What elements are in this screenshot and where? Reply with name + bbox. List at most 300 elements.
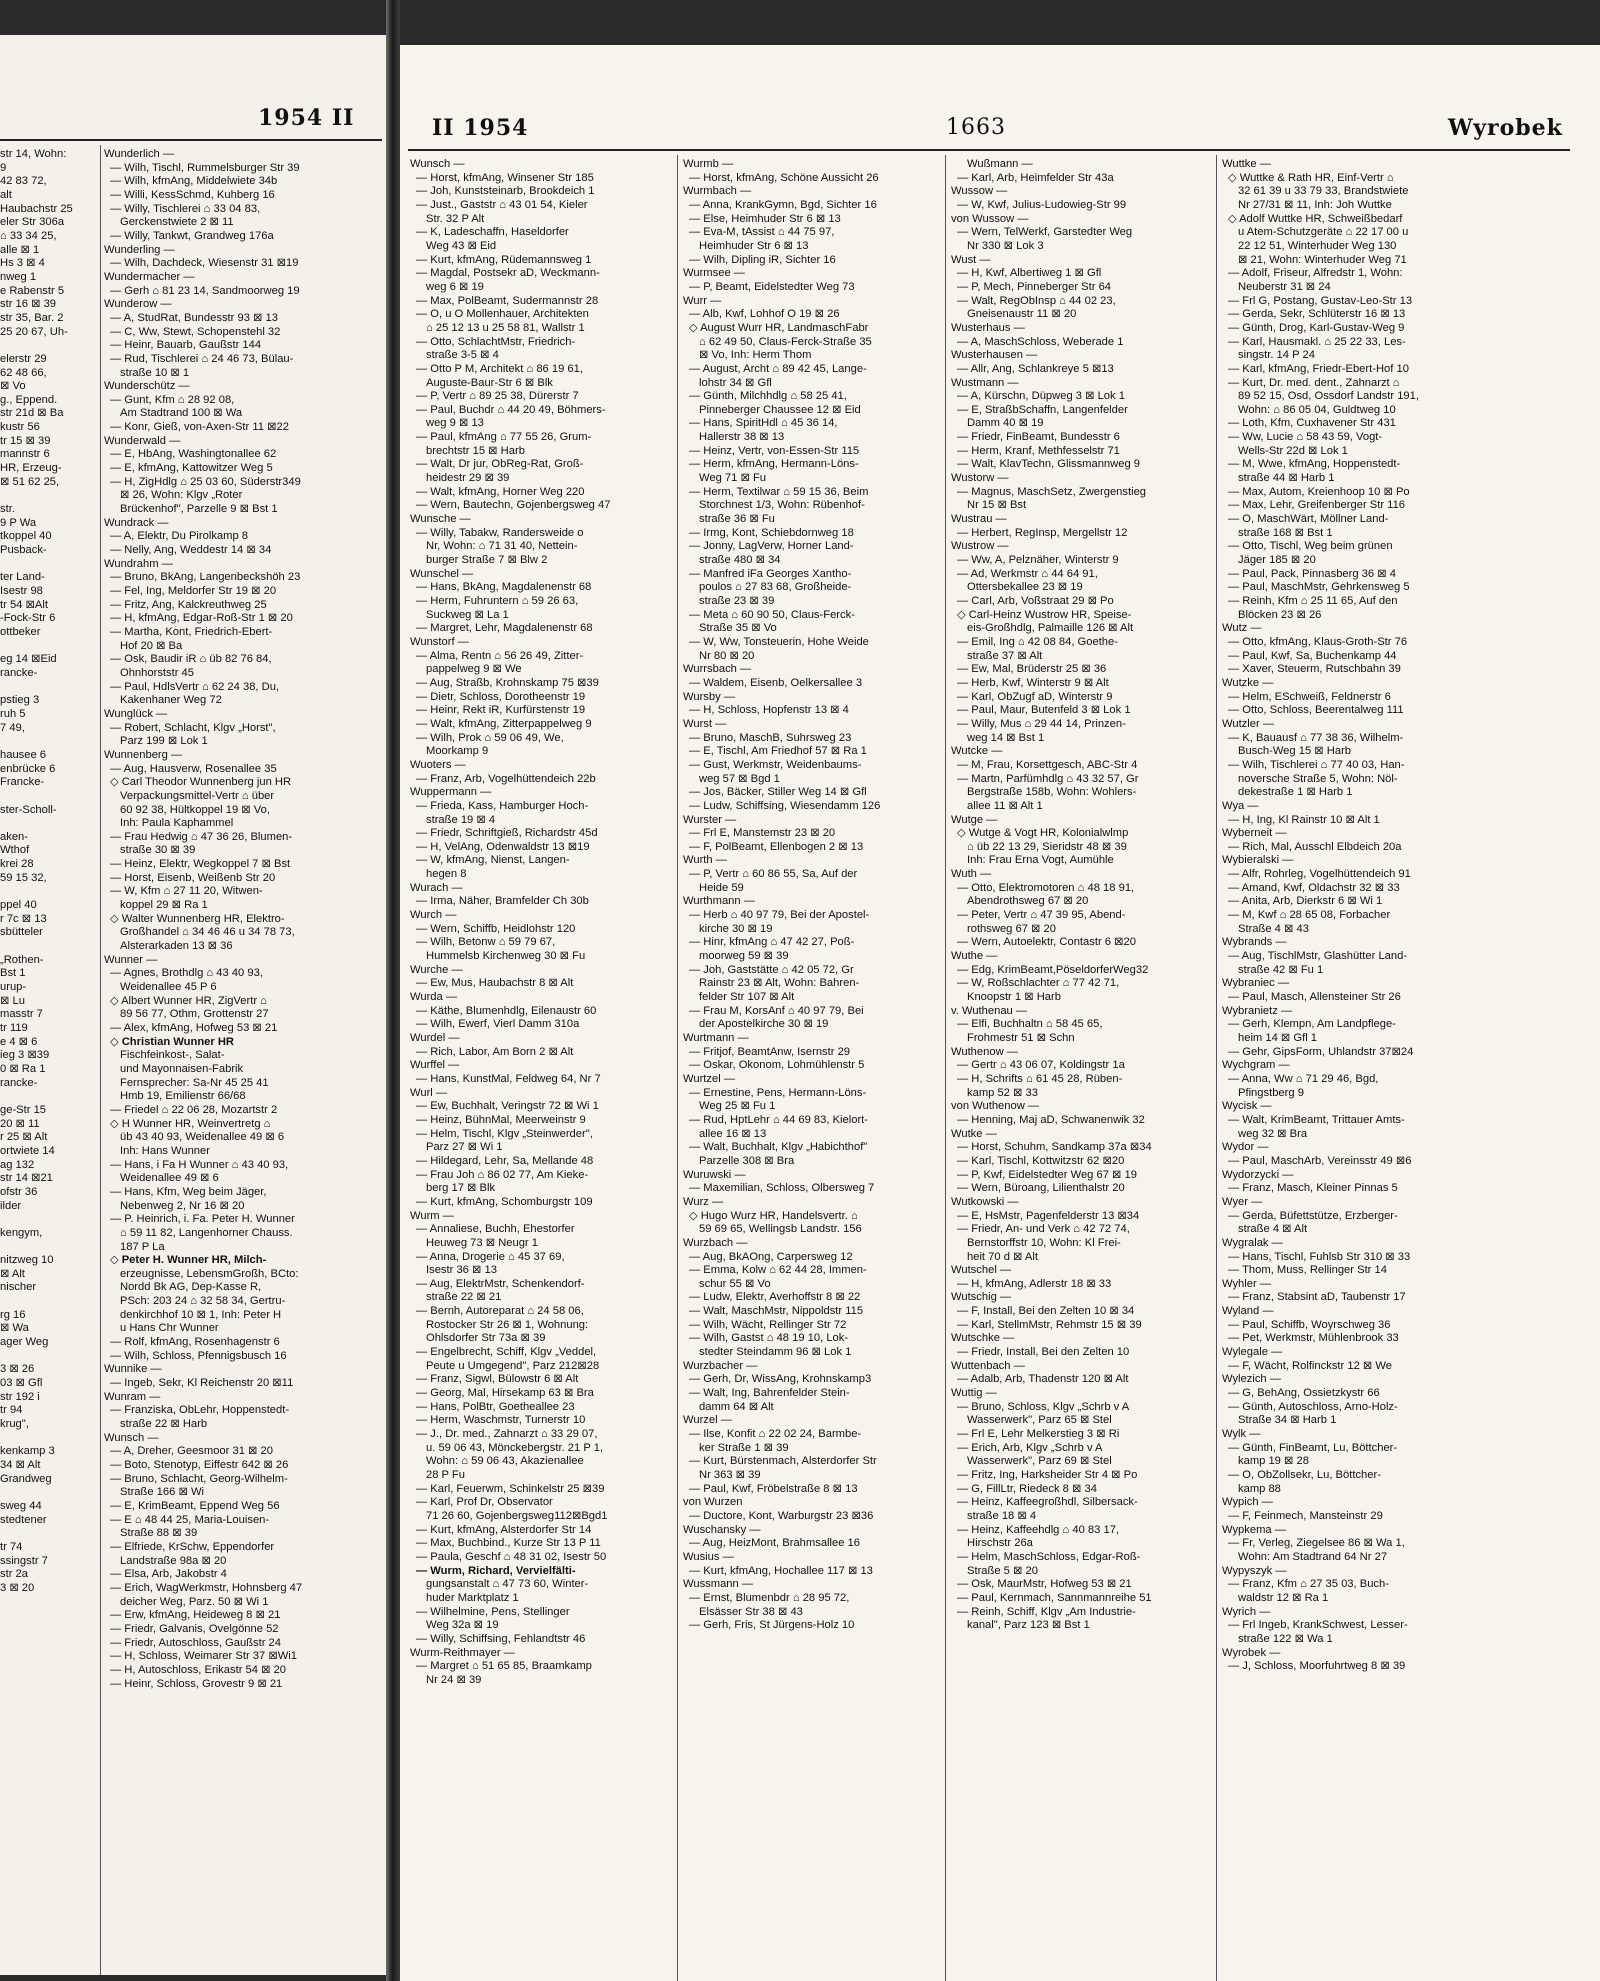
directory-line: — Gertr ⌂ 43 06 07, Koldingstr 1a: [957, 1059, 1125, 1072]
fragment-line: Pusback-: [0, 544, 47, 557]
fragment-line: 9: [0, 161, 7, 174]
directory-line: ◇ Wuttke & Rath HR, Einf-Vertr ⌂: [1228, 171, 1394, 184]
directory-line: Wuppermann —: [410, 786, 492, 799]
fragment-line: r 25 ⊠ Alt: [0, 1131, 48, 1144]
directory-line: — A, Elektr, Du Pirolkamp 8: [110, 530, 249, 543]
directory-line: Wurche —: [410, 963, 463, 976]
directory-line: Wybieralski —: [1222, 854, 1294, 867]
directory-line: Ohlsdorfer Str 73a ⊠ 39: [426, 1332, 546, 1345]
directory-line: Heuweg 73 ⊠ Neugr 1: [426, 1236, 538, 1249]
directory-line: — Margret, Lehr, Magdalenenstr 68: [416, 622, 593, 635]
directory-line: — Erich, WagWerkmstr, Hohnsberg 47: [110, 1581, 303, 1594]
directory-line: Parz 27 ⊠ Wi 1: [426, 1141, 503, 1154]
directory-line: — Heinz, Vertr, von-Essen-Str 115: [689, 444, 860, 457]
directory-line: straße 19 ⊠ 4: [426, 813, 496, 826]
fragment-line: [0, 940, 96, 954]
directory-line: Wyrich —: [1222, 1605, 1271, 1618]
directory-line: — Walt, Buchhalt, Klgv „Habichthof": [689, 1141, 868, 1154]
directory-line: — Gerda, Sekr, Schlüterstr 16 ⊠ 13: [1228, 308, 1406, 321]
directory-line: — Walt, Ing, Bahrenfelder Stein-: [689, 1387, 850, 1400]
directory-line: — Kurt, Bürstenmach, Alsterdorfer Str: [689, 1455, 877, 1468]
directory-line: — Karl, StellmMstr, Rehmstr 15 ⊠ 39: [957, 1318, 1142, 1331]
directory-line: — Wilh, Wächt, Rellinger Str 72: [689, 1318, 847, 1331]
directory-line: — Emil, Ing ⌂ 42 08 84, Goethe-: [957, 635, 1118, 648]
directory-line: — Willy, Tabakw, Randersweide o: [416, 526, 584, 539]
directory-line: — Friedr, Schriftgieß, Richardstr 45d: [416, 827, 598, 840]
directory-line: — Günth, Autoschloss, Arno-Holz-: [1228, 1400, 1398, 1413]
fragment-line: rancke-: [0, 1076, 38, 1089]
directory-line: — Franz, Sigwl, Bülowstr 6 ⊠ Alt: [416, 1373, 579, 1386]
directory-line: — Fritjof, BeamtAnw, Isernstr 29: [689, 1045, 851, 1058]
directory-line: straße 37 ⊠ Alt: [967, 649, 1043, 662]
directory-line: — Kurt, kfmAng, Rüdemannsweg 1: [416, 253, 592, 266]
fragment-line: [0, 1350, 96, 1364]
directory-line: damm 64 ⊠ Alt: [699, 1400, 774, 1413]
directory-line: — Franz, Kfm ⌂ 27 35 03, Buch-: [1228, 1578, 1389, 1591]
fragment-line: tr 15 ⊠ 39: [0, 434, 51, 447]
directory-line: — Fritz, Ang, Kalckreuthweg 25: [110, 598, 267, 611]
directory-line: Straße 34 ⊠ Harb 1: [1238, 1414, 1337, 1427]
directory-line: Wurmbach —: [683, 185, 752, 198]
directory-line: Wutke —: [951, 1127, 997, 1140]
directory-line: — H, Ing, Kl Rainstr 10 ⊠ Alt 1: [1228, 813, 1380, 826]
fragment-line: ag 132: [0, 1158, 35, 1171]
fragment-line: ilder: [0, 1199, 22, 1212]
directory-line: Wurm-Reithmayer —: [410, 1646, 515, 1659]
directory-line: — Joh, Gaststätte ⌂ 42 05 72, Gr: [689, 963, 854, 976]
fragment-line: [0, 1432, 96, 1446]
directory-line: — Gehr, GipsForm, Uhlandstr 37⊠24: [1228, 1045, 1414, 1058]
directory-line: — Peter, Vertr ⌂ 47 39 95, Abend-: [957, 909, 1126, 922]
directory-line: Wurch —: [410, 909, 457, 922]
directory-line: — Fr, Verleg, Ziegelsee 86 ⊠ Wa 1,: [1228, 1537, 1405, 1550]
directory-line: — Alb, Kwf, Lohhof O 19 ⊠ 26: [689, 308, 840, 321]
directory-line: u Hans Chr Wunner: [120, 1322, 219, 1335]
directory-line: Wutschig —: [951, 1291, 1012, 1304]
fragment-line: str 21d ⊠ Ba: [0, 407, 64, 420]
directory-line: — Ad, Werkmstr ⌂ 44 64 91,: [957, 567, 1098, 580]
fragment-line: aken-: [0, 830, 28, 843]
fragment-line: str 192 i: [0, 1390, 40, 1403]
directory-line: Straße 88 ⊠ 39: [120, 1527, 198, 1540]
directory-line: — Paul, HdlsVertr ⌂ 62 24 38, Du,: [110, 680, 280, 693]
directory-line: Nr 330 ⊠ Lok 3: [967, 239, 1044, 252]
fragment-line: pstieg 3: [0, 694, 40, 707]
directory-line: — H, Schloss, Weimarer Str 37 ⊠Wi1: [110, 1650, 297, 1663]
book-gutter: [386, 0, 400, 1981]
directory-line: Peute u Umgegend", Parz 212⊠28: [426, 1359, 600, 1372]
directory-line: Suckweg ⊠ La 1: [426, 608, 509, 621]
directory-line: — Otto, Tischl, Weg beim grünen: [1228, 540, 1393, 553]
fragment-line: r 7c ⊠ 13: [0, 912, 47, 925]
directory-line: — Eva-M, tAssist ⌂ 44 75 97,: [689, 226, 835, 239]
directory-line: PSch: 203 24 ⌂ 32 58 34, Gertru-: [120, 1295, 286, 1308]
fragment-line: [0, 1527, 96, 1541]
directory-line: heidestr 29 ⊠ 39: [426, 472, 510, 485]
directory-line: — Rolf, kfmAng, Rosenhagenstr 6: [110, 1336, 280, 1349]
directory-line: — Karl, Prof Dr, Observator: [416, 1496, 553, 1509]
directory-line: — Willy, Tischlerei ⌂ 33 04 83,: [110, 202, 261, 215]
directory-line: allee 16 ⊠ 13: [699, 1127, 767, 1140]
directory-line: straße 3-5 ⊠ 4: [426, 349, 499, 362]
directory-line: Wutzke —: [1222, 676, 1274, 689]
directory-line: — Heinz, Kaffeegroßhdl, Silbersack-: [957, 1496, 1138, 1509]
directory-line: ⌂ 25 12 13 u 25 58 81, Wallstr 1: [426, 321, 585, 334]
directory-line: — Georg, Mal, Hirsekamp 63 ⊠ Bra: [416, 1387, 594, 1400]
directory-line: stedter Steindamm 96 ⊠ Lok 1: [699, 1346, 852, 1359]
directory-line: — O, ObZollsekr, Lu, Böttcher-: [1228, 1469, 1381, 1481]
directory-line: Wurzbacher —: [683, 1359, 758, 1372]
directory-line: — Ew, Buchhalt, Veringstr 72 ⊠ Wi 1: [416, 1100, 599, 1113]
left-column-a: [0, 148, 96, 1596]
directory-line: Straße 35 ⊠ Vo: [699, 622, 777, 635]
directory-line: Hallerstr 38 ⊠ 13: [699, 431, 785, 444]
directory-line: — Edg, KrimBeamt,PöseldorferWeg32: [957, 963, 1149, 976]
directory-line: u. 59 06 43, Mönckebergstr. 21 P 1,: [426, 1441, 604, 1454]
directory-line: ◇ Adolf Wuttke HR, Schweißbedarf: [1228, 212, 1403, 225]
directory-line: straße 36 ⊠ Fu: [699, 513, 775, 526]
directory-line: — Wern, Büroang, Lilienthalstr 20: [957, 1182, 1125, 1195]
directory-line: — W, Ww, Tonsteuerin, Hohe Weide: [689, 635, 869, 648]
right-page: [400, 45, 1600, 1981]
directory-line: Wunglück —: [104, 707, 168, 720]
directory-line: — Bruno, Schlacht, Georg-Wilhelm-: [110, 1472, 288, 1485]
fragment-line: Grandweg: [0, 1472, 52, 1485]
directory-line: — F, Install, Bei den Zelten 10 ⊠ 34: [957, 1305, 1135, 1318]
directory-line: Bergstraße 158b, Wohn: Wohlers-: [967, 786, 1137, 799]
section-word: Wyrobek: [1448, 115, 1563, 141]
directory-line: — Gerda, Büfettstütze, Erzberger-: [1228, 1209, 1398, 1222]
fragment-line: str 35, Bar. 2: [0, 311, 64, 324]
directory-line: Wutge —: [951, 813, 998, 826]
fragment-line: tkoppel 40: [0, 530, 52, 543]
directory-line: gungsanstalt ⌂ 47 73 60, Winter-: [426, 1578, 589, 1591]
directory-line: waldstr 12 ⊠ Ra 1: [1238, 1591, 1329, 1604]
directory-line: Wust —: [951, 253, 991, 266]
directory-line: straße 480 ⊠ 34: [699, 554, 781, 567]
directory-line: straße 10 ⊠ 1: [120, 366, 190, 379]
directory-line: — F, Wächt, Rolfinckstr 12 ⊠ We: [1228, 1359, 1392, 1372]
directory-line: — Ductore, Kont, Warburgstr 23 ⊠36: [689, 1509, 874, 1522]
directory-line: — Waldem, Eisenb, Oelkersallee 3: [689, 676, 863, 689]
fragment-line: [0, 640, 96, 654]
directory-line: — Willi, KessSchmd, Kuhberg 16: [110, 188, 275, 201]
directory-line: Inh: Frau Erna Vogt, Aumühle: [967, 854, 1114, 867]
fragment-line: [0, 489, 96, 503]
directory-line: Gerckenstwiete 2 ⊠ 11: [120, 216, 234, 229]
directory-line: — Adolf, Friseur, Alfredstr 1, Wohn:: [1228, 267, 1403, 280]
directory-line: — Wilh, Dachdeck, Wiesenstr 31 ⊠19: [110, 257, 299, 270]
directory-line: Nr 24 ⊠ 39: [426, 1673, 482, 1686]
directory-line: 89 52 15, Osd, Ossdorf Landstr 191,: [1238, 390, 1419, 403]
fragment-line: krug",: [0, 1418, 29, 1431]
fragment-line: 34 ⊠ Alt: [0, 1459, 41, 1471]
directory-line: — Ernst, Blumenbdr ⌂ 28 95 72,: [689, 1591, 850, 1604]
fragment-line: str 14, Wohn:: [0, 148, 67, 160]
directory-line: — P, Vertr ⌂ 89 25 38, Dürerstr 7: [416, 390, 579, 403]
directory-line: — Engelbrecht, Schiff, Klgv „Veddel,: [416, 1346, 597, 1359]
directory-line: — Pet, Werkmstr, Mühlenbrook 33: [1228, 1332, 1399, 1345]
directory-line: — Martha, Kont, Friedrich-Ebert-: [110, 625, 273, 638]
fragment-line: [0, 1486, 96, 1500]
directory-line: — Horst, Eisenb, Weißenb Str 20: [110, 871, 276, 884]
directory-line: Großhandel ⌂ 34 46 46 u 34 78 73,: [120, 926, 295, 939]
directory-line: Abendrothsweg 67 ⊠ 20: [967, 895, 1089, 908]
directory-line: ◇ Christian Wunner HR: [110, 1035, 235, 1048]
directory-line: — A, Dreher, Geesmoor 31 ⊠ 20: [110, 1445, 273, 1458]
directory-line: — A, Kürschn, Düpweg 3 ⊠ Lok 1: [957, 390, 1125, 403]
directory-line: — Günth, Drog, Karl-Gustav-Weg 9: [1228, 321, 1405, 334]
fragment-line: kustr 56: [0, 421, 40, 434]
fragment-line: 03 ⊠ Gfl: [0, 1377, 43, 1390]
directory-line: — Gunt, Kfm ⌂ 28 92 08,: [110, 393, 235, 406]
directory-line: — Jos, Bäcker, Stiller Weg 14 ⊠ Gfl: [689, 786, 867, 799]
directory-line: — Erw, kfmAng, Heideweg 8 ⊠ 21: [110, 1609, 281, 1622]
directory-line: Wusius —: [683, 1550, 734, 1563]
directory-line: Straße 5 ⊠ 20: [967, 1564, 1038, 1577]
directory-line: — Manfred iFa Georges Xantho-: [689, 567, 852, 580]
fragment-line: str.: [0, 503, 15, 516]
directory-line: — E, KrimBeamt, Eppend Weg 56: [110, 1499, 280, 1512]
directory-line: — Boto, Stenotyp, Eiffestr 642 ⊠ 26: [110, 1459, 289, 1471]
column-1: [410, 158, 672, 1688]
directory-line: — Loth, Kfm, Cuxhavener Str 431: [1228, 417, 1396, 430]
directory-line: — Just., Gaststr ⌂ 43 01 54, Kieler: [416, 198, 588, 211]
fragment-line: [0, 681, 96, 695]
fragment-line: 62 48 66,: [0, 366, 47, 379]
directory-line: Wydor —: [1222, 1141, 1269, 1154]
directory-line: Wußmann —: [967, 158, 1033, 170]
directory-line: — H, Schloss, Hopfenstr 13 ⊠ 4: [689, 704, 849, 717]
directory-line: ⌂ 62 49 50, Claus-Ferck-Straße 35: [699, 335, 872, 348]
directory-line: Wurster —: [683, 813, 737, 826]
directory-line: Wurr —: [683, 294, 722, 307]
directory-line: 22 12 51, Winterhuder Weg 130: [1238, 239, 1397, 252]
fragment-line: [0, 558, 96, 572]
directory-line: — Wilh, Dipling iR, Sichter 16: [689, 253, 836, 266]
directory-line: Hirschstr 26a: [967, 1537, 1033, 1550]
fragment-line: tr 119: [0, 1022, 28, 1034]
fragment-line: Hs 3 ⊠ 4: [0, 257, 45, 270]
directory-line: — Heinr, Rekt iR, Kurfürstenstr 19: [416, 704, 586, 717]
directory-line: Wylezich —: [1222, 1373, 1281, 1386]
fragment-line: [0, 1090, 96, 1104]
directory-line: — Otto, Schloss, Beerentalweg 111: [1228, 704, 1404, 717]
directory-line: — Rud, HptLehr ⌂ 44 69 83, Kielort-: [689, 1113, 869, 1126]
directory-line: Wuthenow —: [951, 1045, 1018, 1058]
directory-line: — Otto, Elektromotoren ⌂ 48 18 91,: [957, 881, 1135, 894]
directory-line: straße 168 ⊠ Bst 1: [1238, 526, 1333, 539]
directory-line: Wypyszyk —: [1222, 1564, 1287, 1577]
directory-line: Str. 32 P Alt: [426, 212, 485, 225]
directory-line: Auguste-Baur-Str 6 ⊠ Blk: [426, 376, 553, 389]
directory-line: ⌂ 59 11 82, Langenhorner Chauss.: [120, 1226, 293, 1239]
directory-line: Wybranietz —: [1222, 1004, 1293, 1017]
directory-line: — Emma, Kolw ⌂ 62 44 28, Immen-: [689, 1264, 867, 1277]
directory-line: — Hildegard, Lehr, Sa, Mellande 48: [416, 1154, 594, 1167]
directory-line: — Ew, Mal, Brüderstr 25 ⊠ 36: [957, 663, 1107, 676]
directory-line: — H, kfmAng, Adlerstr 18 ⊠ 33: [957, 1277, 1112, 1290]
directory-line: Wustorw —: [951, 472, 1009, 485]
fragment-line: ruh 5: [0, 707, 26, 720]
fragment-line: eler Str 306a: [0, 216, 65, 229]
directory-line: singstr. 14 P 24: [1238, 349, 1315, 362]
fragment-line: [0, 817, 96, 831]
fragment-line: krei 28: [0, 858, 34, 871]
directory-line: Damm 40 ⊠ 19: [967, 417, 1044, 430]
directory-line: — Henning, Maj aD, Schwanenwik 32: [957, 1113, 1145, 1126]
directory-line: ◇ Hugo Wurz HR, Handelsvertr. ⌂: [689, 1209, 858, 1222]
directory-line: — Willy, Schiffsing, Fehlandtstr 46: [416, 1632, 586, 1645]
directory-line: 32 61 39 u 33 79 33, Brandstwiete: [1238, 185, 1409, 198]
directory-line: Rostocker Str 26 ⊠ 1, Wohnung:: [426, 1318, 589, 1331]
directory-line: Frohmestr 51 ⊠ Schn: [967, 1032, 1075, 1044]
directory-line: — Max, PolBeamt, Sudermannstr 28: [416, 294, 599, 307]
fragment-line: 7 49,: [0, 721, 25, 734]
directory-line: Busch-Weg 15 ⊠ Harb: [1238, 745, 1352, 758]
header-rule: [408, 149, 1570, 151]
directory-line: von Wurzen: [683, 1496, 743, 1509]
directory-line: — W, Kfm ⌂ 27 11 20, Witwen-: [110, 885, 263, 898]
directory-line: — Frau Hedwig ⌂ 47 36 26, Blumen-: [110, 830, 293, 843]
directory-line: — E, HsMstr, Pagenfelderstr 13 ⊠34: [957, 1209, 1140, 1222]
directory-line: Neuberstr 31 ⊠ 24: [1238, 280, 1331, 293]
directory-line: — Wilh, kfmAng, Middelwiete 34b: [110, 175, 278, 188]
directory-line: Rainstr 23 ⊠ Alt, Wohn: Bahren-: [699, 977, 860, 990]
directory-line: — Walt, MaschMstr, Nippoldstr 115: [689, 1305, 864, 1318]
directory-line: Wurthmann —: [683, 895, 755, 908]
directory-line: Weg 43 ⊠ Eid: [426, 239, 497, 252]
directory-line: straße 30 ⊠ 39: [120, 844, 196, 857]
directory-line: — Hans, BkAng, Magdalenenstr 68: [416, 581, 592, 594]
directory-line: Wunderwald —: [104, 434, 181, 447]
directory-line: — Heinz, Kaffeehdlg ⌂ 40 83 17,: [957, 1523, 1120, 1536]
directory-line: burger Straße 7 ⊠ Blw 2: [426, 554, 548, 567]
directory-line: — Robert, Schlacht, Klgv „Horst",: [110, 721, 276, 734]
directory-line: — Ww, A, Pelznäher, Winterstr 9: [957, 554, 1119, 567]
directory-line: hegen 8: [426, 868, 467, 881]
directory-line: — Herm, Waschmstr, Turnerstr 10: [416, 1414, 586, 1427]
fragment-line: stedtener: [0, 1513, 47, 1526]
directory-line: — Wilh, Schloss, Pfennigsbusch 16: [110, 1349, 287, 1362]
directory-line: — K, Bauausf ⌂ 77 38 36, Wilhelm-: [1228, 731, 1404, 744]
directory-line: Wunnike —: [104, 1363, 162, 1376]
directory-line: — M, Wwe, kfmAng, Hoppenstedt-: [1228, 458, 1401, 471]
directory-line: — Nelly, Ang, Weddestr 14 ⊠ 34: [110, 544, 272, 557]
directory-line: Wuth —: [951, 868, 992, 881]
directory-line: Nebenweg 2, Nr 16 ⊠ 20: [120, 1199, 245, 1212]
directory-line: Bernstorffstr 10, Wohn: Kl Frei-: [967, 1236, 1121, 1249]
fragment-line: hausee 6: [0, 748, 47, 761]
directory-line: Wunram —: [104, 1390, 161, 1403]
fragment-line: kengym,: [0, 1226, 43, 1239]
directory-line: — Friedr, An- und Verk ⌂ 42 72 74,: [957, 1223, 1130, 1236]
directory-line: Weg 25 ⊠ Fu 1: [699, 1100, 776, 1113]
column-4: [1222, 158, 1490, 1674]
directory-line: Hmb 19, Emilienstr 66/68: [120, 1090, 246, 1103]
directory-line: weg 9 ⊠ 13: [426, 417, 484, 430]
directory-line: felder Str 107 ⊠ Alt: [699, 991, 795, 1004]
directory-line: — M, Kwf ⌂ 28 65 08, Forbacher: [1228, 909, 1391, 922]
directory-line: weg 14 ⊠ Bst 1: [967, 731, 1045, 744]
directory-line: der Apostelkirche 30 ⊠ 19: [699, 1018, 829, 1031]
fragment-line: nweg 1: [0, 270, 37, 283]
directory-line: Wyberneit —: [1222, 827, 1287, 840]
directory-line: Wylegale —: [1222, 1346, 1283, 1359]
directory-line: Wutcke —: [951, 745, 1003, 758]
directory-line: ⌂ üb 22 13 29, Sieridstr 48 ⊠ 39: [967, 840, 1127, 853]
directory-line: ker Straße 1 ⊠ 39: [699, 1441, 789, 1454]
directory-line: — Rich, Labor, Am Born 2 ⊠ Alt: [416, 1045, 574, 1058]
directory-line: — A, MaschSchloss, Weberade 1: [957, 335, 1124, 348]
directory-line: — Aug, HeizMont, Brahmsallee 16: [689, 1537, 861, 1550]
directory-line: Weg 71 ⊠ Fu: [699, 472, 766, 485]
directory-line: — H, ZigHdlg ⌂ 25 03 60, Süderstr349: [110, 475, 301, 488]
directory-line: Wydorzycki —: [1222, 1168, 1294, 1181]
directory-line: — Hans, Tischl, Fuhlsb Str 310 ⊠ 33: [1228, 1250, 1411, 1263]
directory-line: — W, kfmAng, Nienst, Langen-: [416, 854, 570, 867]
directory-line: — Else, Heimhuder Str 6 ⊠ 13: [689, 212, 841, 225]
directory-line: — Wilh, Prok ⌂ 59 06 49, We,: [416, 731, 564, 744]
directory-line: Wurtmann —: [683, 1032, 749, 1044]
directory-line: — Paul, MaschMstr, Gehrkensweg 5: [1228, 581, 1410, 594]
directory-line: — Helm, ESchweiß, Feldnerstr 6: [1228, 690, 1391, 703]
fragment-line: HR, Erzeug-: [0, 462, 62, 475]
directory-line: Wurzel —: [683, 1414, 732, 1427]
directory-line: Wutz —: [1222, 622, 1262, 635]
fragment-line: ⊠ Lu: [0, 994, 25, 1007]
directory-line: straße 4 ⊠ Alt: [1238, 1223, 1308, 1236]
directory-line: — Osk, Baudir iR ⌂ üb 82 76 84,: [110, 653, 272, 666]
directory-line: — Bruno, Schloss, Klgv „Schrb v A: [957, 1400, 1130, 1413]
directory-line: — H, VelAng, Odenwaldstr 13 ⊠19: [416, 840, 590, 853]
directory-line: — Paul, Kwf, Fröbelstraße 8 ⊠ 13: [689, 1482, 858, 1495]
fragment-line: [0, 1213, 96, 1227]
directory-line: erzeugnisse, LebensmGroßh, BCto:: [120, 1267, 299, 1280]
directory-line: Wurzbach —: [683, 1236, 748, 1249]
directory-line: — Aug, ElektrMstr, Schenkendorf-: [416, 1277, 585, 1290]
directory-line: — Paul, Maur, Butenfeld 3 ⊠ Lok 1: [957, 704, 1131, 717]
directory-line: ⊠ 26, Wohn: Klgv „Roter: [120, 489, 243, 502]
directory-line: — Konr, Gieß, von-Axen-Str 11 ⊠22: [110, 421, 289, 434]
directory-line: Wylk —: [1222, 1428, 1261, 1441]
fragment-line: alle ⊠ 1: [0, 243, 40, 256]
directory-line: weg 32 ⊠ Bra: [1238, 1127, 1308, 1140]
directory-line: — Herb ⌂ 40 97 79, Bei der Apostel-: [689, 909, 870, 922]
directory-line: ◇ Walter Wunnenberg HR, Elektro-: [110, 912, 285, 925]
directory-line: — Gerh, Klempn, Am Landpflege-: [1228, 1018, 1396, 1031]
directory-line: Wurffel —: [410, 1059, 460, 1072]
directory-line: straße 44 ⊠ Harb 1: [1238, 472, 1335, 485]
fragment-line: ⊠ Wa: [0, 1322, 29, 1335]
directory-line: Wunsch —: [104, 1431, 159, 1444]
directory-line: — C, Ww, Stewt, Schopenstehl 32: [110, 325, 281, 338]
directory-line: — Frl Ingeb, KrankSchwest, Lesser-: [1228, 1619, 1408, 1632]
directory-line: Wya —: [1222, 799, 1259, 812]
directory-line: Hummelsb Kirchenweg 30 ⊠ Fu: [426, 950, 586, 963]
directory-line: — Oskar, Okonom, Lohmühlenstr 5: [689, 1059, 865, 1072]
directory-line: — M, Frau, Korsettgesch, ABC-Str 4: [957, 758, 1138, 771]
directory-line: Kakenhaner Weg 72: [120, 694, 222, 707]
directory-line: — Wilh, Tischl, Rummelsburger Str 39: [110, 161, 300, 174]
fragment-line: ager Weg: [0, 1336, 49, 1349]
fragment-line: Isestr 98: [0, 585, 43, 597]
directory-line: — Paul, Masch, Allensteiner Str 26: [1228, 991, 1401, 1004]
directory-line: — Anita, Arb, Dierkstr 6 ⊠ Wi 1: [1228, 895, 1383, 908]
directory-line: — Gerh, Fris, St Jürgens-Holz 10: [689, 1619, 855, 1632]
directory-line: kamp 88: [1238, 1482, 1281, 1495]
directory-line: Wunderlich —: [104, 148, 175, 160]
